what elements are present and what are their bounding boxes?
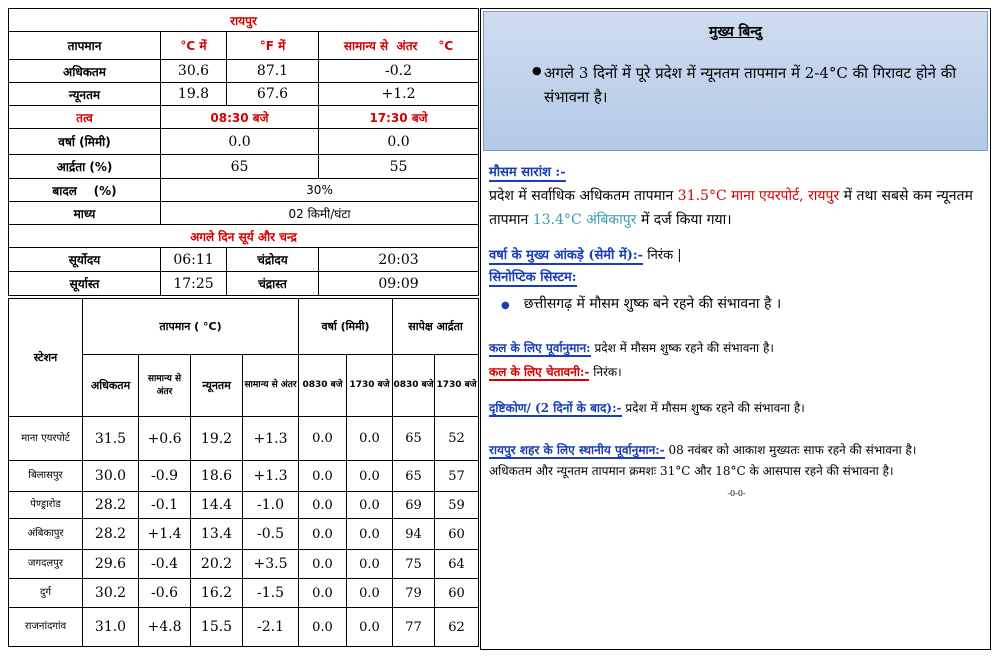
time-1730: 17:30 बजे <box>319 106 479 129</box>
humidity-row <box>9 155 479 179</box>
rh-0830-header: 0830 बजे <box>393 355 435 417</box>
station-min: 13.4 <box>191 519 243 550</box>
stations-table <box>8 298 479 647</box>
raipur-summary-table <box>8 8 479 296</box>
summary-lowest: 13.4°C अंबिकापुर <box>532 212 637 228</box>
station-h1: 69 <box>393 492 435 519</box>
warning-text: निरंक। <box>589 365 622 379</box>
station-h1: 75 <box>393 550 435 579</box>
min-f: 67.6 <box>227 83 319 106</box>
station-name: दुर्ग <box>9 579 83 608</box>
table-row <box>9 550 479 579</box>
rain-figures-line <box>489 245 682 267</box>
outlook-line <box>489 397 805 419</box>
station-h2: 57 <box>435 461 479 492</box>
min-c: 19.8 <box>161 83 227 106</box>
station-h2: 59 <box>435 492 479 519</box>
outlook-text: प्रदेश में मौसम शुष्क रहने की संभावना है। <box>621 401 805 415</box>
max-c: 30.6 <box>161 60 227 83</box>
station-min-diff: -0.5 <box>243 519 299 550</box>
station-h1: 79 <box>393 579 435 608</box>
bullet-icon: ● <box>532 64 542 77</box>
station-max: 31.5 <box>83 417 139 461</box>
max-header: अधिकतम <box>83 355 139 417</box>
key-points-text: अगले 3 दिनों में पूरे प्रदेश में न्यूनतम तापमान में 2-4°C की गिरावट होने की संभावना है। <box>544 64 957 106</box>
station-rows <box>9 417 479 647</box>
station-r2: 0.0 <box>347 579 393 608</box>
station-r1: 0.0 <box>299 492 347 519</box>
station-r1: 0.0 <box>299 519 347 550</box>
max-diff: -0.2 <box>319 60 479 83</box>
min-row <box>9 83 479 106</box>
table-row <box>9 461 479 492</box>
station-h2: 60 <box>435 579 479 608</box>
station-min-diff: -2.1 <box>243 608 299 647</box>
station-max-diff: -0.4 <box>139 550 191 579</box>
summary-highest: 31.5°C माना एयरपोर्ट, रायपुर <box>677 188 840 204</box>
station-min: 18.6 <box>191 461 243 492</box>
station-max: 30.2 <box>83 579 139 608</box>
summary-part-2: में तथा सबसे कम न्यूनतम तापमान <box>489 188 973 228</box>
station-h2: 62 <box>435 608 479 647</box>
station-min-diff: -1.0 <box>243 492 299 519</box>
synoptic-line <box>489 267 577 289</box>
bulletin-panel <box>480 8 991 650</box>
bullet-icon: ● <box>501 300 510 311</box>
warning-heading: कल के लिए चेतावनी:- <box>489 365 590 379</box>
station-h2: 60 <box>435 519 479 550</box>
station-max-diff: -0.6 <box>139 579 191 608</box>
cloud-label: बादल (%) <box>9 179 161 202</box>
min-header: न्यूनतम <box>191 355 243 417</box>
station-max-diff: +0.6 <box>139 417 191 461</box>
table-row <box>9 492 479 519</box>
station-min-diff: +1.3 <box>243 461 299 492</box>
station-h2: 52 <box>435 417 479 461</box>
temp-group-header: तापमान ( °C) <box>83 299 299 355</box>
station-h1: 65 <box>393 417 435 461</box>
moonrise-value: 20:03 <box>319 248 479 272</box>
forecast-heading: कल के लिए पूर्वानुमान: <box>489 341 591 355</box>
element-row <box>9 106 479 129</box>
station-r1: 0.0 <box>299 608 347 647</box>
moonrise-label: चंद्रोदय <box>227 248 319 272</box>
moonset-label: चंद्रास्त <box>227 272 319 296</box>
station-r2: 0.0 <box>347 492 393 519</box>
rain-figures-text: निरंक | <box>643 248 682 263</box>
station-max-diff: +1.4 <box>139 519 191 550</box>
rain-0830-header: 0830 बजे <box>299 355 347 417</box>
min-diff-header: सामान्य से अंतर <box>243 355 299 417</box>
min-diff: +1.2 <box>319 83 479 106</box>
cloud-value: 30% <box>161 179 479 202</box>
local-forecast-line-2 <box>489 460 989 482</box>
local-forecast-text: 08 नवंबर को आकाश मुख्यतः साफ रहने की संभावना है। <box>664 443 917 457</box>
humidity-1730: 55 <box>319 155 479 179</box>
warning-line <box>489 361 622 383</box>
station-max: 28.2 <box>83 492 139 519</box>
station-name: माना एयरपोर्ट <box>9 417 83 461</box>
humidity-0830: 65 <box>161 155 319 179</box>
rain-0830: 0.0 <box>161 129 319 155</box>
city-title: रायपुर <box>9 9 479 32</box>
wind-row <box>9 202 479 225</box>
station-max-diff: -0.9 <box>139 461 191 492</box>
sunrise-value: 06:11 <box>161 248 227 272</box>
station-name: राजनांदगांव <box>9 608 83 647</box>
sunrise-row <box>9 248 479 272</box>
station-h1: 94 <box>393 519 435 550</box>
station-name: बिलासपुर <box>9 461 83 492</box>
header-row <box>9 32 479 60</box>
temp-header: तापमान <box>9 32 161 60</box>
rain-group-header: वर्षा (मिमी) <box>299 299 393 355</box>
station-r1: 0.0 <box>299 417 347 461</box>
station-r2: 0.0 <box>347 417 393 461</box>
station-r2: 0.0 <box>347 608 393 647</box>
local-forecast-text-2: अधिकतम और न्यूनतम तापमान क्रमशः 31°C और 18°C के आसपास रहने की संभावना है। <box>489 464 894 478</box>
max-f: 87.1 <box>227 60 319 83</box>
celsius-header: °C में <box>161 32 227 60</box>
stations-header-row-1 <box>9 299 479 355</box>
cloud-row <box>9 179 479 202</box>
station-min: 16.2 <box>191 579 243 608</box>
station-max: 30.0 <box>83 461 139 492</box>
station-name: पेण्ड्रारोड <box>9 492 83 519</box>
element-label: तत्व <box>9 106 161 129</box>
max-row <box>9 60 479 83</box>
sunmoon-title: अगले दिन सूर्य और चन्द्र <box>9 225 479 248</box>
diff-header: सामान्य से अंतर °C <box>319 32 479 60</box>
station-r1: 0.0 <box>299 461 347 492</box>
sunset-row <box>9 272 479 296</box>
station-h1: 77 <box>393 608 435 647</box>
station-min: 14.4 <box>191 492 243 519</box>
station-r2: 0.0 <box>347 461 393 492</box>
max-label: अधिकतम <box>9 60 161 83</box>
sunset-value: 17:25 <box>161 272 227 296</box>
station-min: 15.5 <box>191 608 243 647</box>
table-row <box>9 579 479 608</box>
rh-group-header: सापेक्ष आर्द्रता <box>393 299 479 355</box>
outlook-heading: दृष्टिकोण/ (2 दिनों के बाद):- <box>489 401 622 415</box>
key-points-title: मुख्य बिन्दु <box>709 24 762 40</box>
station-name: अंबिकापुर <box>9 519 83 550</box>
local-forecast-heading: रायपुर शहर के लिए स्थानीय पूर्वानुमान:- <box>489 443 665 457</box>
city-row <box>9 9 479 32</box>
station-max-diff: +4.8 <box>139 608 191 647</box>
sunset-label: सूर्यास्त <box>9 272 161 296</box>
station-header: स्टेशन <box>9 299 83 417</box>
min-label: न्यूनतम <box>9 83 161 106</box>
rain-row <box>9 129 479 155</box>
rain-1730-header: 1730 बजे <box>347 355 393 417</box>
station-min-diff: +3.5 <box>243 550 299 579</box>
time-0830: 08:30 बजे <box>161 106 319 129</box>
end-mark: -0-0- <box>727 489 746 498</box>
station-r2: 0.0 <box>347 519 393 550</box>
station-min: 20.2 <box>191 550 243 579</box>
sunmoon-title-row <box>9 225 479 248</box>
humidity-label: आर्द्रता (%) <box>9 155 161 179</box>
rain-1730: 0.0 <box>319 129 479 155</box>
table-row <box>9 519 479 550</box>
station-r2: 0.0 <box>347 550 393 579</box>
moonset-value: 09:09 <box>319 272 479 296</box>
table-row <box>9 608 479 647</box>
summary-part-3: में दर्ज किया गया। <box>636 212 732 228</box>
max-diff-header: सामान्य से अंतर <box>139 355 191 417</box>
rh-1730-header: 1730 बजे <box>435 355 479 417</box>
sunrise-label: सूर्योदय <box>9 248 161 272</box>
station-r1: 0.0 <box>299 550 347 579</box>
station-max: 29.6 <box>83 550 139 579</box>
forecast-line <box>489 337 774 359</box>
forecast-text: प्रदेश में मौसम शुष्क रहने की संभावना है। <box>590 341 774 355</box>
station-r1: 0.0 <box>299 579 347 608</box>
summary-heading-line <box>489 162 566 184</box>
station-h1: 65 <box>393 461 435 492</box>
station-max: 31.0 <box>83 608 139 647</box>
station-max: 28.2 <box>83 519 139 550</box>
synoptic-heading: सिनोप्टिक सिस्टम: <box>489 270 577 285</box>
station-min-diff: +1.3 <box>243 417 299 461</box>
synoptic-text: छत्तीसगढ़ में मौसम शुष्क बने रहने की संभावना है । <box>523 296 782 312</box>
station-max-diff: -0.1 <box>139 492 191 519</box>
key-points-box <box>483 11 988 151</box>
fahrenheit-header: °F में <box>227 32 319 60</box>
rain-label: वर्षा (मिमी) <box>9 129 161 155</box>
rain-figures-heading: वर्षा के मुख्य आंकड़े (सेमी में):- <box>489 248 644 263</box>
local-forecast-line <box>489 439 989 461</box>
wind-label: माध्य <box>9 202 161 225</box>
synoptic-bullet-line <box>501 293 781 317</box>
table-row <box>9 417 479 461</box>
station-min: 19.2 <box>191 417 243 461</box>
summary-heading: मौसम सारांश :- <box>489 165 566 180</box>
station-h2: 64 <box>435 550 479 579</box>
summary-part-1: प्रदेश में सर्वाधिक अधिकतम तापमान <box>489 188 678 204</box>
summary-text <box>489 184 984 232</box>
station-min-diff: -1.5 <box>243 579 299 608</box>
station-name: जगदलपुर <box>9 550 83 579</box>
wind-value: 02 किमी/घंटा <box>161 202 479 225</box>
